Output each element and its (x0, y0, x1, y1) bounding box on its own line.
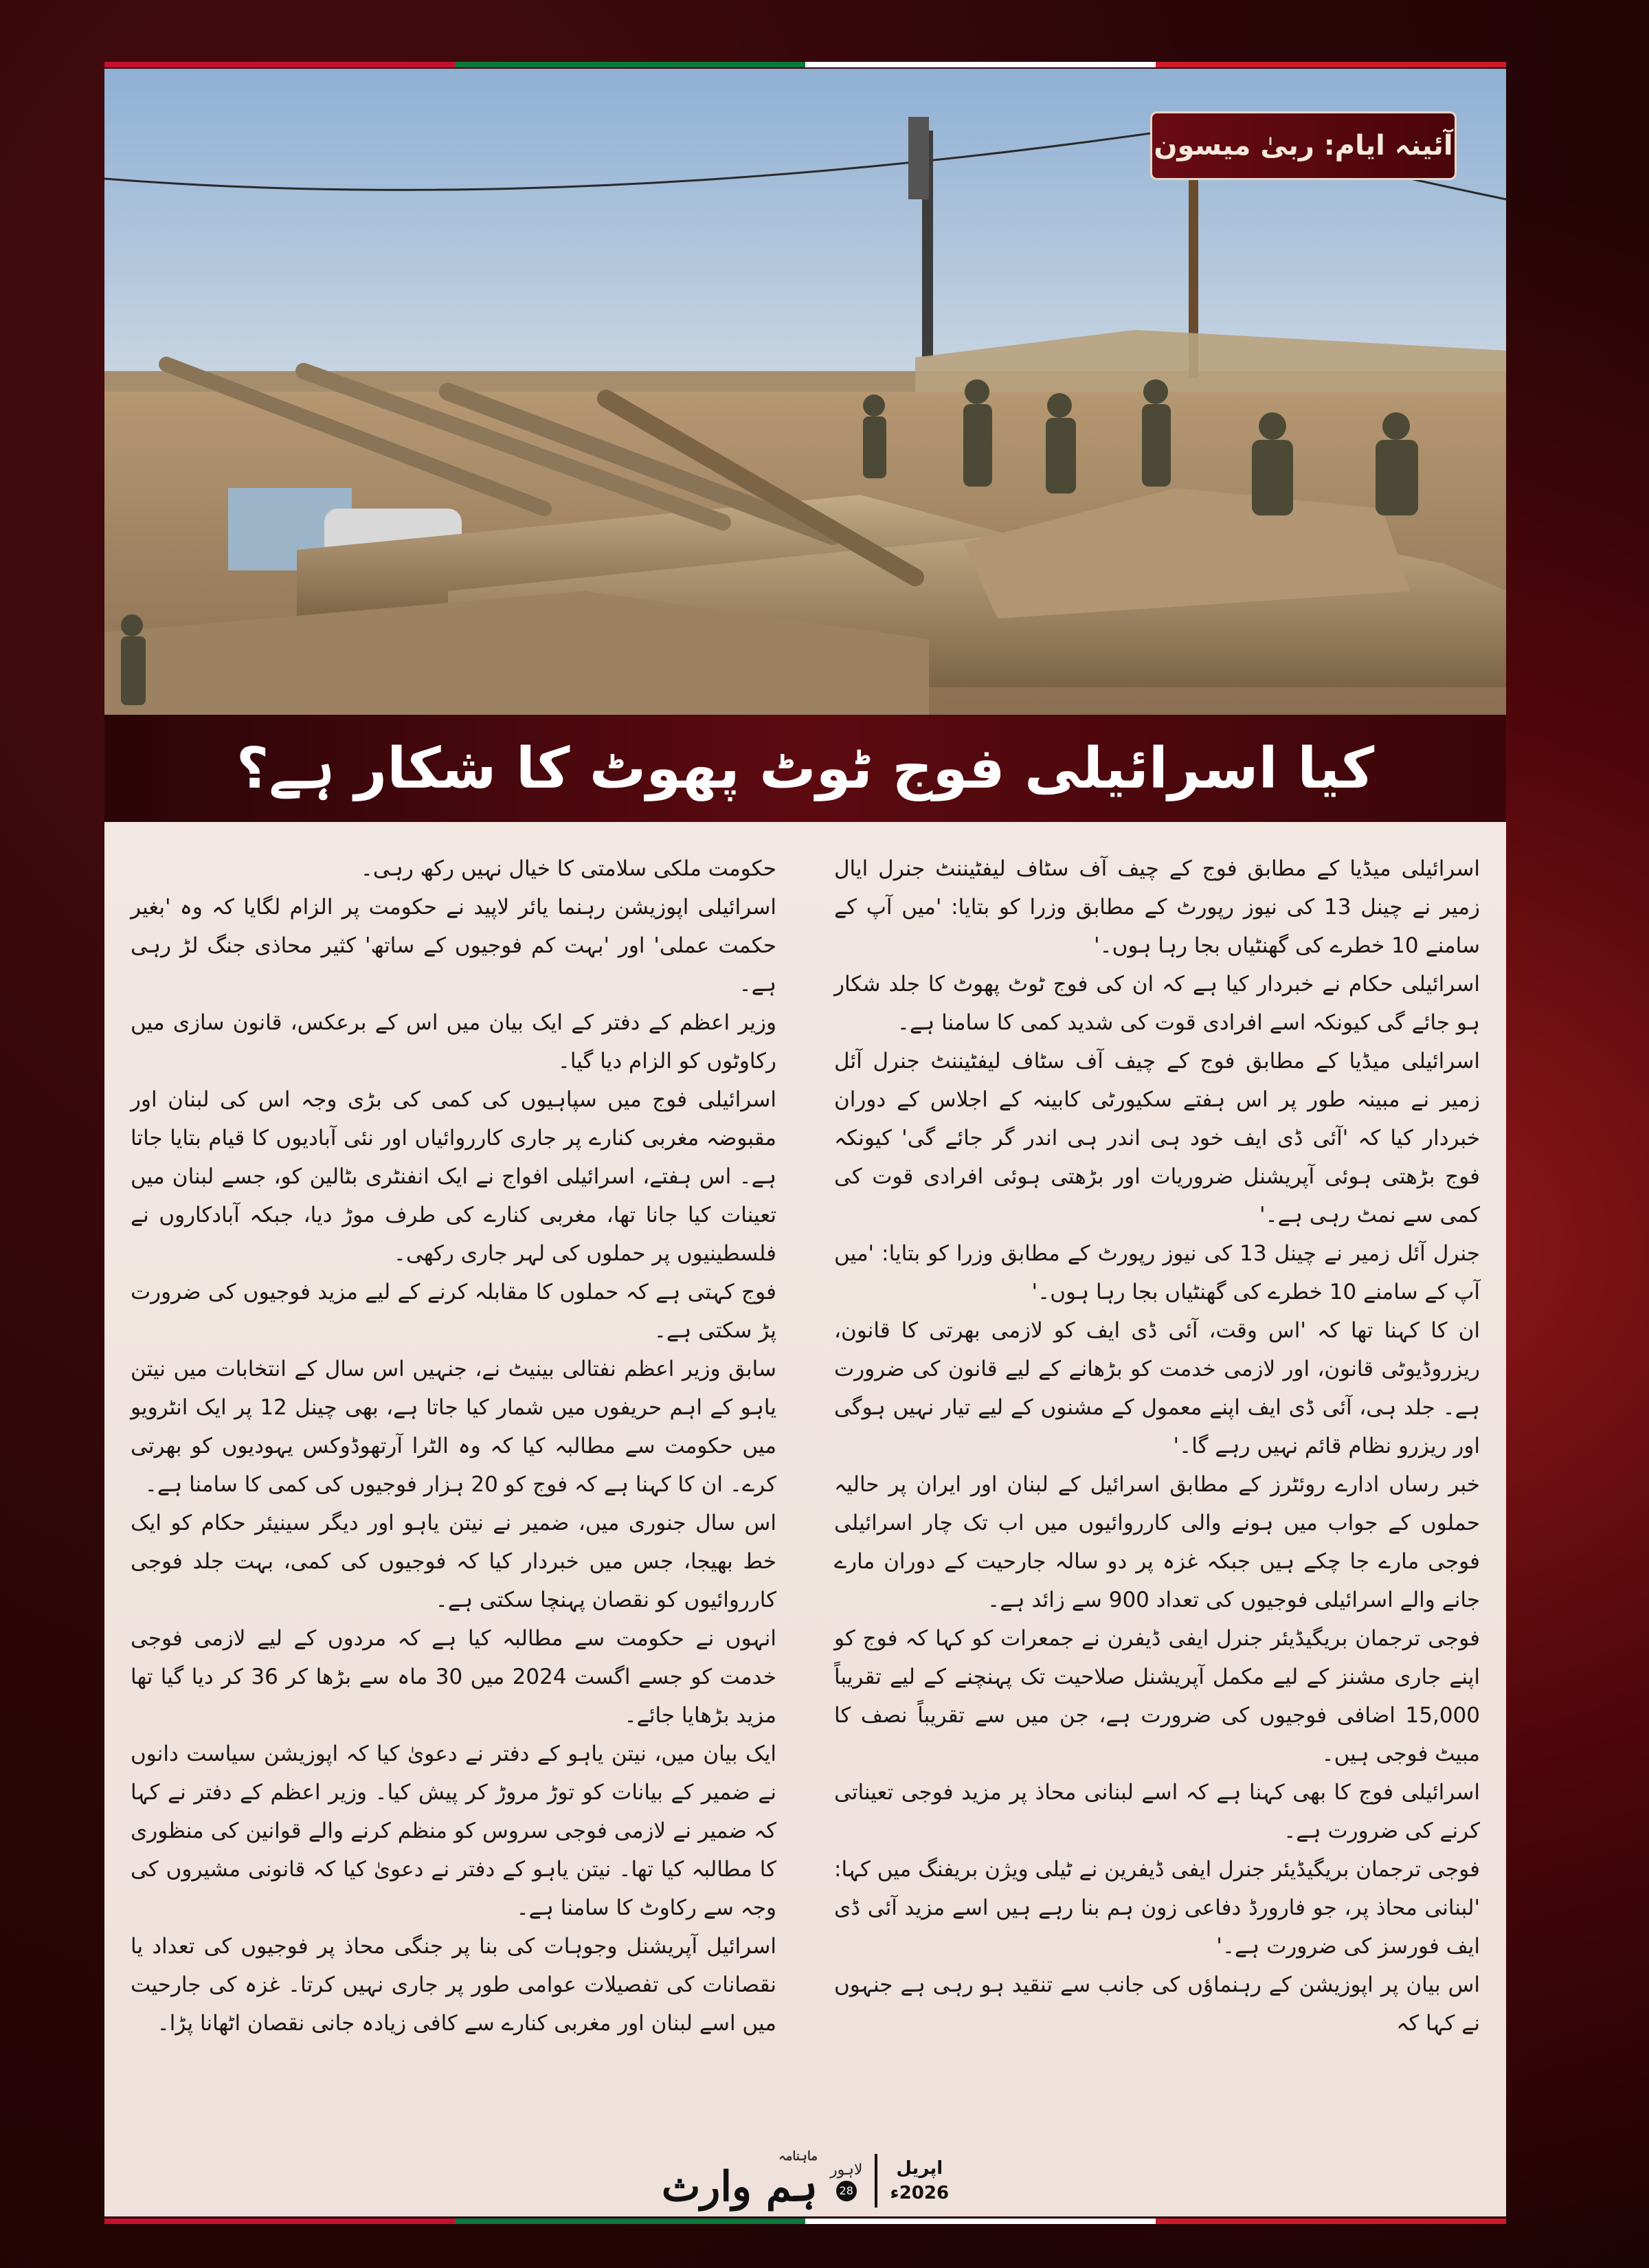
footer-divider (875, 2154, 877, 2208)
city-label: لاہور (829, 2161, 863, 2179)
issue-number: 28 (836, 2181, 857, 2201)
article-headline: کیا اسرائیلی فوج ٹوٹ پھوٹ کا شکار ہے؟ (104, 715, 1506, 822)
article-body (104, 822, 1506, 2145)
paragraph: اسرائیل آپریشنل وجوہات کی بنا پر جنگی محاذ پر فوجیوں کی تعداد یا نقصانات کی تفصیلات عوامی طور پر جاری نہیں کرتا۔ غزہ کی جارحیت میں اسے لبنان اور مغربی کنارے سے کافی زیادہ جانی نقصان اٹھانا پڑا۔ (131, 1934, 776, 2036)
paragraph: اسرائیلی فوج کا بھی کہنا ہے کہ اسے لبنانی محاذ پر مزید فوجی تعیناتی کرنے کی ضرورت ہے۔ (834, 1780, 1480, 1843)
paragraph: جنرل آئل زمیر نے چینل 13 کی نیوز رپورٹ کے مطابق وزرا کو بتایا: 'میں آپ کے سامنے 10 خطرے کی گھنٹیاں بجا رہا ہوں۔' (834, 1241, 1480, 1304)
paragraph: اس بیان پر اپوزیشن کے رہنماؤں کی جانب سے تنقید ہو رہی ہے جنہوں نے کہا کہ (834, 1972, 1480, 2036)
magazine-name: ہم وارث (661, 2163, 818, 2211)
top-color-strip (104, 62, 1506, 67)
paragraph: فوج کہتی ہے کہ حملوں کا مقابلہ کرنے کے لیے مزید فوجیوں کی ضرورت پڑ سکتی ہے۔ (131, 1280, 776, 1343)
issue-month: اپریل (896, 2158, 943, 2179)
hero-photo (104, 69, 1506, 715)
paragraph: فوجی ترجمان بریگیڈیئر جنرل ایفی ڈیفرن نے جمعرات کو کہا کہ فوج کو اپنے جاری مشنز کے لیے مکمل آپریشنل صلاحیت تک پہنچنے کے لیے تقریباً 15,000 اضافی فوجیوں کی ضرورت ہے، جن میں سے تقریباً نصف کا مبیٹ فوجی ہیں۔ (834, 1626, 1480, 1766)
paragraph: ان کا کہنا تھا کہ 'اس وقت، آئی ڈی ایف کو لازمی بھرتی کا قانون، ریزروڈیوٹی قانون، اور لازمی خدمت کو بڑھانے کے لیے قانون کی ضرورت ہے۔ جلد ہی، آئی ڈی ایف اپنے معمول کے مشنوں کے لیے تیار نہیں ہوگی اور ریزرو نظام قائم نہیں رہے گا۔' (834, 1318, 1480, 1458)
magazine-tag: ماہنامہ (778, 2149, 818, 2164)
page-footer (104, 2145, 1506, 2216)
paragraph: اسرائیلی فوج میں سپاہیوں کی کمی کی بڑی وجہ اس کی لبنان اور مقبوضہ مغربی کنارے پر جاری کارروائیاں اور نئی آبادیوں کا قیام بتایا جاتا ہے۔ اس ہفتے، اسرائیلی افواج نے ایک انفنٹری بٹالین کو، جسے لبنان میں تعینات کیا جانا تھا، مغربی کنارے کی طرف موڑ دیا، جبکہ آبادکاروں نے فلسطینیوں پر حملوں کی لہر جاری رکھی۔ (131, 1087, 776, 1266)
paragraph: اسرائیلی میڈیا کے مطابق فوج کے چیف آف سٹاف لیفٹیننٹ جنرل ایال زمیر نے چینل 13 کی نیوز رپورٹ کے مطابق وزرا کو بتایا: 'میں آپ کے سامنے 10 خطرے کی گھنٹیاں بجا رہا ہوں۔' (834, 856, 1480, 958)
bottom-color-strip (104, 2219, 1506, 2224)
paragraph: اسرائیلی میڈیا کے مطابق فوج کے چیف آف سٹاف لیفٹیننٹ جنرل آئل زمیر نے مبینہ طور پر اس ہفتے سکیورٹی کابینہ کے اجلاس کے دوران خبردار کیا کہ 'آئی ڈی ایف خود ہی اندر ہی اندر گر جائے گی' کیونکہ فوج بڑھتی ہوئی آپریشنل ضروریات اور بڑھتی ہوئی افرادی قوت کی کمی سے نمٹ رہی ہے۔' (834, 1049, 1480, 1227)
paragraph: فوجی ترجمان بریگیڈیئر جنرل ایفی ڈیفرین نے ٹیلی ویژن بریفنگ میں کہا: 'لبنانی محاذ پر، جو فارورڈ دفاعی زون ہم بنا رہے ہیں اسے مزید آئی ڈی ایف فورسز کی ضرورت ہے۔' (834, 1857, 1480, 1959)
paragraph: اس سال جنوری میں، ضمیر نے نیتن یاہو اور دیگر سینیئر حکام کو ایک خط بھیجا، جس میں خبردار کیا کہ فوجیوں کی کمی، بہت جلد فوجی کارروائیوں کو نقصان پہنچا سکتی ہے۔ (131, 1511, 776, 1612)
magazine-logo (662, 2150, 818, 2211)
issue-date (890, 2156, 949, 2205)
paragraph: وزیر اعظم کے دفتر کے ایک بیان میں اس کے برعکس، قانون سازی میں رکاوٹوں کو الزام دیا گیا۔ (131, 1010, 776, 1074)
issue-info (830, 2160, 862, 2201)
article-column-left (131, 849, 776, 2043)
paragraph: حکومت ملکی سلامتی کا خیال نہیں رکھ رہی۔ (360, 856, 776, 881)
paragraph: سابق وزیر اعظم نفتالی بینیٹ نے، جنہیں اس سال کے انتخابات میں نیتن یاہو کے اہم حریفوں میں شمار کیا جاتا ہے، بھی چینل 12 پر ایک انٹرویو میں حکومت سے مطالبہ کیا کہ وہ الٹرا آرتھوڈوکس یہودیوں کو بھرتی کرے۔ ان کا کہنا ہے کہ فوج کو 20 ہزار فوجیوں کی کمی کا سامنا ہے۔ (131, 1357, 776, 1497)
issue-year: 2026ء (890, 2183, 950, 2203)
paragraph: اسرائیلی اپوزیشن رہنما یائر لاپید نے حکومت پر الزام لگایا کہ وہ 'بغیر حکمت عملی' اور 'بہت کم فوجیوں کے ساتھ' کثیر محاذی جنگ لڑ رہی ہے۔ (131, 895, 776, 997)
paragraph: انہوں نے حکومت سے مطالبہ کیا ہے کہ مردوں کے لیے لازمی فوجی خدمت کو جسے اگست 2024 میں 30 ماہ سے بڑھا کر 36 کر دیا گیا تھا مزید بڑھایا جائے۔ (131, 1626, 777, 1728)
paragraph: ایک بیان میں، نیتن یاہو کے دفتر نے دعویٰ کیا کہ اپوزیشن سیاست دانوں نے ضمیر کے بیانات کو توڑ مروڑ کر پیش کیا۔ وزیر اعظم کے دفتر نے کہا کہ ضمیر نے لازمی فوجی سروس کو منظم کرنے والے قوانین کی منظوری کا مطالبہ کیا تھا۔ نیتن یاہو کے دفتر نے دعویٰ کیا کہ قانونی مشیروں کی وجہ سے رکاوٹ کا سامنا ہے۔ (131, 1742, 776, 1920)
paragraph: خبر رساں ادارے روئٹرز کے مطابق اسرائیل کے لبنان اور ایران پر حالیہ حملوں کے جواب میں ہونے والی کارروائیوں میں اب تک چار اسرائیلی فوجی مارے جا چکے ہیں جبکہ غزہ پر دو سالہ جارحیت کے دوران مارے جانے والے اسرائیلی فوجیوں کی تعداد 900 سے زائد ہے۔ (834, 1472, 1480, 1612)
magazine-page (104, 69, 1506, 2216)
article-column-right (834, 849, 1480, 2043)
column-badge: آئینہ ایام: ربیٰ میسون (1150, 111, 1457, 180)
paragraph: اسرائیلی حکام نے خبردار کیا ہے کہ ان کی فوج ٹوٹ پھوٹ کا جلد شکار ہو جائے گی کیونکہ اسے افرادی قوت کی شدید کمی کا سامنا ہے۔ (834, 972, 1480, 1035)
